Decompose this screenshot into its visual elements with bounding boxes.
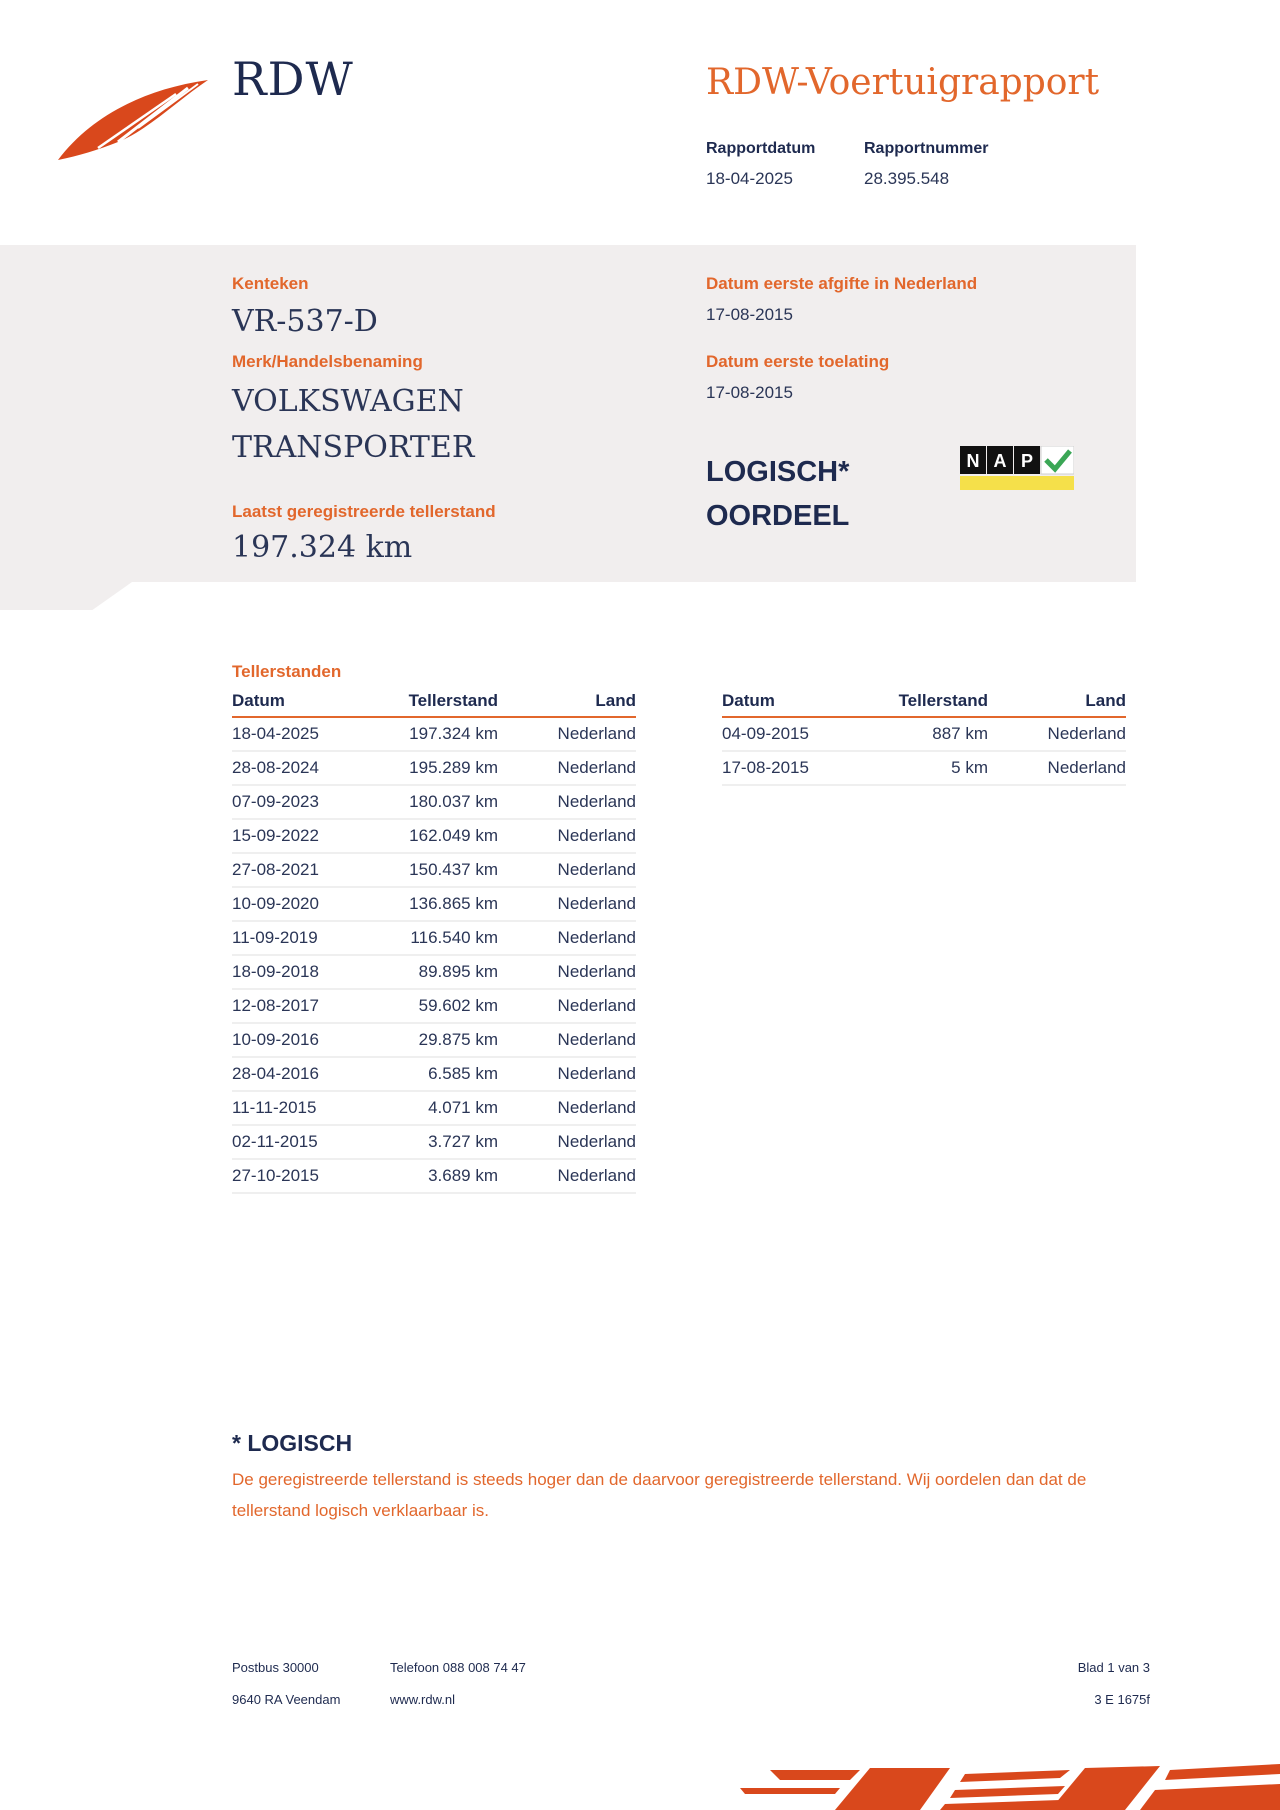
footer-address2: 9640 RA Veendam: [232, 1692, 341, 1707]
cell-km: 6.585 km: [362, 1057, 498, 1091]
brand-name: RDW: [232, 52, 354, 106]
cell-km: 116.540 km: [362, 921, 498, 955]
table-row: [232, 717, 636, 751]
table-row: [232, 989, 636, 1023]
cell-land: Nederland: [498, 785, 636, 819]
col-land: Land: [988, 690, 1126, 717]
cell-land: Nederland: [498, 751, 636, 785]
cell-km: 3.727 km: [362, 1125, 498, 1159]
report-number: 28.395.548: [864, 169, 950, 188]
cell-km: 29.875 km: [362, 1023, 498, 1057]
nap-check-badge: [960, 446, 1074, 490]
footer-address1: Postbus 30000: [232, 1660, 319, 1675]
cell-km: 59.602 km: [362, 989, 498, 1023]
table-row: [232, 1159, 636, 1193]
first-issue-nl-value: 17-08-2015: [706, 305, 793, 324]
cell-land: Nederland: [498, 819, 636, 853]
nap-letter-p: P: [1020, 451, 1034, 471]
table-row: [232, 1057, 636, 1091]
nap-letter-a: A: [993, 451, 1007, 471]
table-row: [232, 1023, 636, 1057]
cell-land: Nederland: [498, 1091, 636, 1125]
cell-km: 162.049 km: [362, 819, 498, 853]
first-admission-value: 17-08-2015: [706, 383, 793, 402]
first-admission-label: Datum eerste toelating: [706, 352, 890, 371]
cell-km: 3.689 km: [362, 1159, 498, 1193]
cell-km: 89.895 km: [362, 955, 498, 989]
cell-km: 4.071 km: [362, 1091, 498, 1125]
footer-code: 3 E 1675f: [1094, 1692, 1150, 1707]
col-date: Datum: [722, 690, 852, 717]
odometer-table-title: Tellerstanden: [232, 662, 342, 681]
report-date: 18-04-2025: [706, 169, 793, 188]
cell-date: 12-08-2017: [232, 989, 362, 1023]
footnote-title: * LOGISCH: [232, 1430, 353, 1456]
cell-km: 197.324 km: [362, 717, 498, 751]
table-row: [232, 921, 636, 955]
cell-date: 04-09-2015: [722, 717, 852, 751]
plate-label: Kenteken: [232, 274, 309, 293]
table-row: [232, 1091, 636, 1125]
cell-km: 5 km: [852, 751, 988, 785]
cell-km: 150.437 km: [362, 853, 498, 887]
cell-km: 180.037 km: [362, 785, 498, 819]
cell-km: 195.289 km: [362, 751, 498, 785]
table-row: [232, 751, 636, 785]
footer-stripes-decoration: [740, 1760, 1280, 1810]
plate-value: VR-537-D: [232, 304, 378, 339]
cell-date: 11-09-2019: [232, 921, 362, 955]
cell-date: 28-04-2016: [232, 1057, 362, 1091]
footer-page-number: Blad 1 van 3: [1077, 1660, 1150, 1675]
first-issue-nl-label: Datum eerste afgifte in Nederland: [706, 274, 978, 293]
cell-date: 11-11-2015: [232, 1091, 362, 1125]
cell-date: 28-08-2024: [232, 751, 362, 785]
odometer-table-right: [722, 690, 1126, 786]
col-km: Tellerstand: [852, 690, 988, 717]
cell-km: 887 km: [852, 717, 988, 751]
cell-land: Nederland: [988, 717, 1126, 751]
cell-date: 10-09-2020: [232, 887, 362, 921]
cell-date: 27-10-2015: [232, 1159, 362, 1193]
cell-date: 18-04-2025: [232, 717, 362, 751]
nap-letter-n: N: [966, 451, 980, 471]
cell-land: Nederland: [498, 955, 636, 989]
table-row: [232, 785, 636, 819]
report-date-label: Rapportdatum: [706, 140, 816, 157]
cell-date: 27-08-2021: [232, 853, 362, 887]
col-km: Tellerstand: [362, 690, 498, 717]
table-row: [722, 751, 1126, 785]
table-row: [722, 717, 1126, 751]
odometer-label: Laatst geregistreerde tellerstand: [232, 502, 496, 521]
cell-date: 10-09-2016: [232, 1023, 362, 1057]
report-number-label: Rapportnummer: [864, 140, 989, 157]
make-value-line2: TRANSPORTER: [232, 430, 475, 465]
make-value-line1: VOLKSWAGEN: [232, 384, 464, 419]
report-title: RDW-Voertuigrapport: [706, 62, 1100, 103]
cell-land: Nederland: [498, 853, 636, 887]
cell-land: Nederland: [498, 887, 636, 921]
odometer-value: 197.324 km: [232, 530, 413, 565]
cell-land: Nederland: [498, 1057, 636, 1091]
verdict-line1: LOGISCH*: [706, 456, 850, 488]
table-row: [232, 1125, 636, 1159]
cell-date: 15-09-2022: [232, 819, 362, 853]
cell-land: Nederland: [498, 1125, 636, 1159]
cell-date: 07-09-2023: [232, 785, 362, 819]
cell-land: Nederland: [498, 1159, 636, 1193]
table-row: [232, 819, 636, 853]
col-date: Datum: [232, 690, 362, 717]
cell-land: Nederland: [498, 717, 636, 751]
rdw-logo-icon: [58, 80, 208, 165]
cell-date: 02-11-2015: [232, 1125, 362, 1159]
cell-land: Nederland: [498, 989, 636, 1023]
vehicle-info-panel: [0, 245, 1136, 582]
cell-date: 17-08-2015: [722, 751, 852, 785]
cell-land: Nederland: [498, 1023, 636, 1057]
table-row: [232, 853, 636, 887]
cell-land: Nederland: [498, 921, 636, 955]
cell-date: 18-09-2018: [232, 955, 362, 989]
footer-phone: Telefoon 088 008 74 47: [390, 1660, 526, 1675]
odometer-table-left: [232, 690, 636, 1194]
col-land: Land: [498, 690, 636, 717]
verdict-line2: OORDEEL: [706, 500, 850, 532]
cell-km: 136.865 km: [362, 887, 498, 921]
table-row: [232, 887, 636, 921]
footer-website[interactable]: www.rdw.nl: [390, 1692, 456, 1707]
table-row: [232, 955, 636, 989]
verdict: [706, 450, 849, 538]
panel-tab-decoration: [0, 582, 132, 610]
make-label: Merk/Handelsbenaming: [232, 352, 423, 371]
cell-land: Nederland: [988, 751, 1126, 785]
footnote-text: De geregistreerde tellerstand is steeds hoger dan de daarvoor geregistreerde tellerstand. Wij oordelen dan dat de tellerstand logisch verklaarbaar is.: [232, 1470, 1087, 1520]
